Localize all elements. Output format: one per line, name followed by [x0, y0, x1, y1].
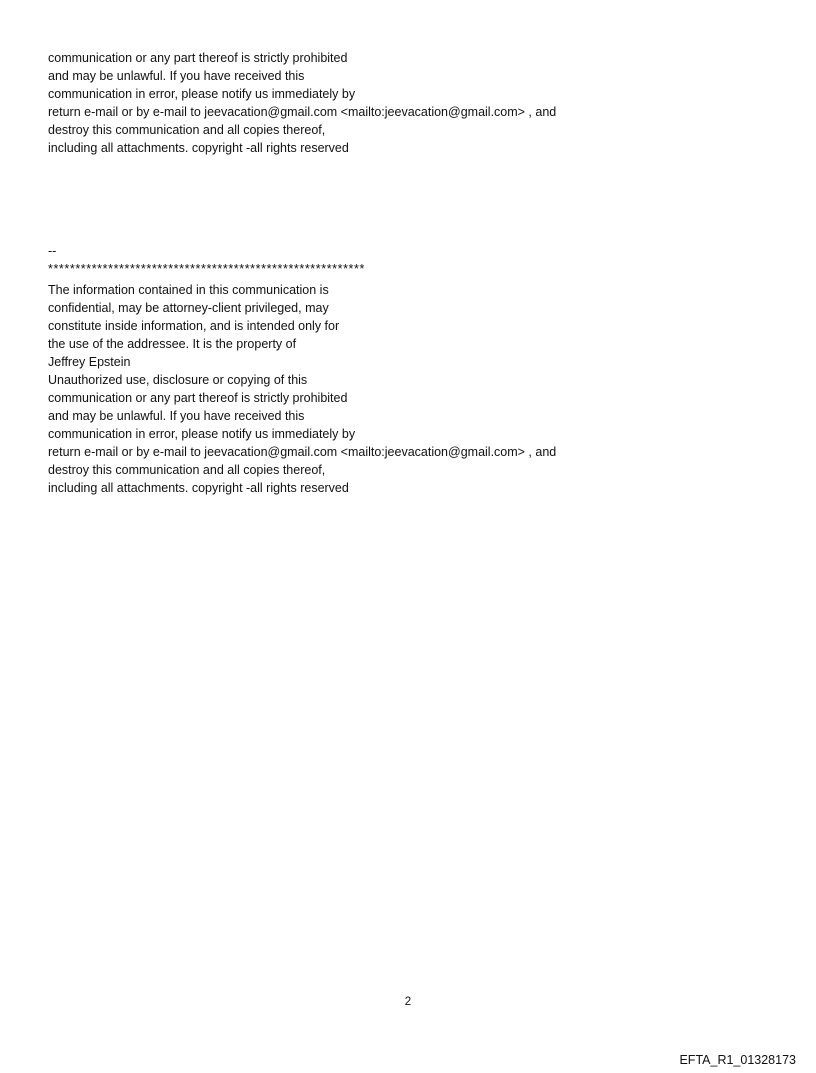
text-line: including all attachments. copyright -all rights reserved: [48, 141, 349, 155]
page-number: 2: [404, 996, 412, 1008]
asterisk-separator: **********************************************************: [48, 262, 365, 276]
text-line: communication or any part thereof is strictly prohibited: [48, 51, 348, 65]
text-line: destroy this communication and all copies thereof,: [48, 463, 326, 477]
text-line: Jeffrey Epstein: [48, 355, 131, 369]
text-line: constitute inside information, and is intended only for: [48, 319, 340, 333]
text-line: confidential, may be attorney-client privileged, may: [48, 301, 329, 315]
text-line: return e-mail or by e-mail to jeevacation@gmail.com <mailto:jeevacation@gmail.com> , and: [48, 105, 557, 119]
disclaimer-continuation: [48, 49, 648, 157]
text-line: communication or any part thereof is strictly prohibited: [48, 391, 348, 405]
text-line: including all attachments. copyright -all rights reserved: [48, 481, 349, 495]
text-line: destroy this communication and all copies thereof,: [48, 123, 326, 137]
signature-dash: --: [48, 244, 57, 258]
text-line: and may be unlawful. If you have received this: [48, 409, 305, 423]
text-line: communication in error, please notify us immediately by: [48, 427, 356, 441]
text-line: Unauthorized use, disclosure or copying of this: [48, 373, 308, 387]
text-line: The information contained in this communication is: [48, 283, 329, 297]
bates-number: EFTA_R1_01328173: [679, 1053, 796, 1067]
text-line: and may be unlawful. If you have received this: [48, 69, 305, 83]
text-line: the use of the addressee. It is the property of: [48, 337, 297, 351]
confidentiality-notice: [48, 281, 648, 497]
text-line: return e-mail or by e-mail to jeevacation@gmail.com <mailto:jeevacation@gmail.com> , and: [48, 445, 557, 459]
text-line: communication in error, please notify us immediately by: [48, 87, 356, 101]
